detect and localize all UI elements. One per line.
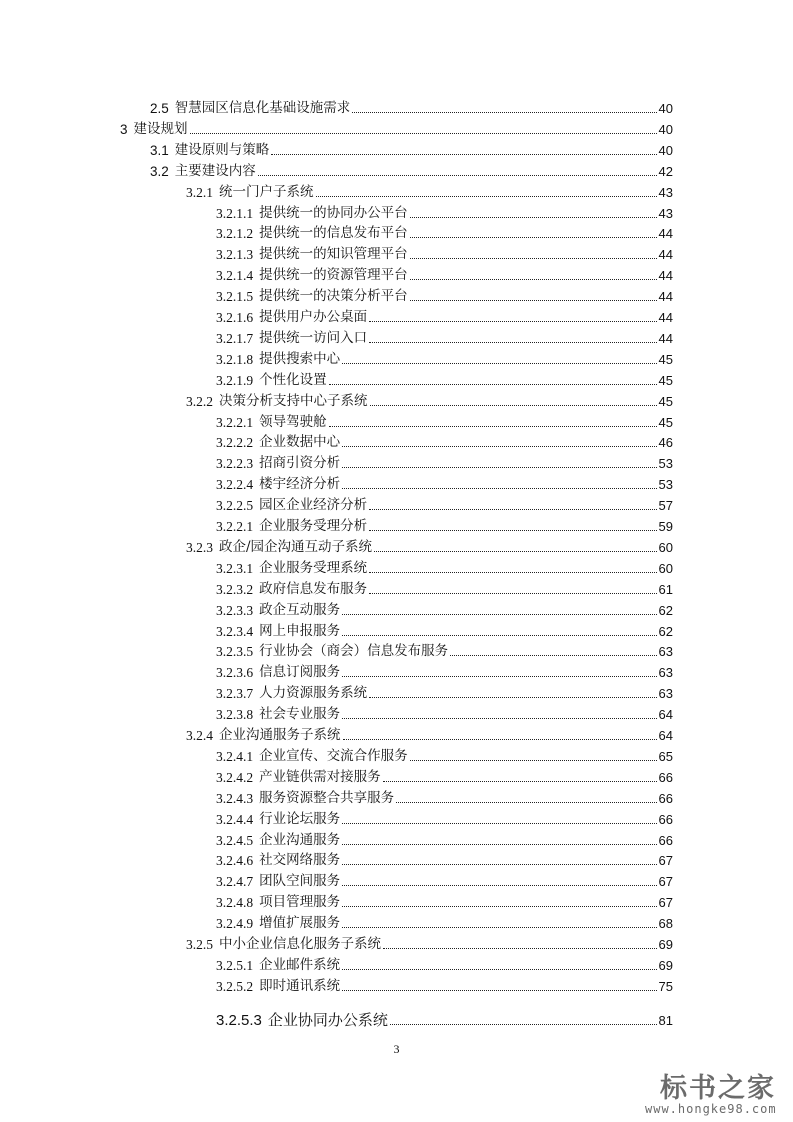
toc-entry-page: 66 bbox=[658, 790, 673, 806]
toc-entry-page: 44 bbox=[658, 247, 673, 263]
toc-entry[interactable] bbox=[216, 681, 673, 702]
toc-entry-title: 统一门户子系统 bbox=[219, 183, 314, 200]
toc-entry-page: 81 bbox=[658, 1012, 673, 1028]
toc-dot-leader bbox=[342, 822, 656, 824]
toc-entry[interactable] bbox=[216, 744, 673, 765]
toc-entry-number: 3.2.3.4 bbox=[216, 623, 254, 639]
toc-dot-leader bbox=[342, 634, 656, 636]
toc-entry[interactable] bbox=[216, 598, 673, 619]
toc-entry[interactable] bbox=[186, 180, 673, 201]
toc-entry-number: 3.2.2.5 bbox=[216, 498, 254, 514]
toc-entry-number: 3.2.1.6 bbox=[216, 310, 254, 325]
toc-entry-title: 提供搜索中心 bbox=[259, 350, 341, 367]
toc-entry-title: 提供统一的知识管理平台 bbox=[259, 246, 408, 263]
toc-dot-leader bbox=[342, 487, 656, 489]
toc-entry-title: 提供统一的协同办公平台 bbox=[259, 204, 408, 221]
toc-entry-page: 65 bbox=[658, 748, 673, 764]
toc-entry[interactable] bbox=[216, 953, 673, 974]
toc-entry-page: 40 bbox=[658, 101, 673, 116]
toc-entry-title: 即时通讯系统 bbox=[259, 977, 341, 994]
toc-entry-page: 44 bbox=[658, 310, 673, 325]
toc-entry[interactable] bbox=[216, 556, 673, 577]
toc-entry-title: 决策分析支持中心子系统 bbox=[219, 392, 368, 409]
toc-dot-leader bbox=[342, 884, 656, 886]
toc-entry-title: 企业沟通服务 bbox=[259, 831, 341, 848]
toc-entry-number: 3.2.3.1 bbox=[216, 560, 254, 576]
page-number: 3 bbox=[393, 1042, 400, 1056]
toc-entry[interactable] bbox=[216, 284, 673, 305]
toc-entry-number: 3.2.2 bbox=[186, 393, 213, 409]
toc-entry-title: 招商引资分析 bbox=[259, 455, 341, 472]
toc-entry-page: 44 bbox=[658, 330, 673, 346]
toc-entry-number: 3.2.1.5 bbox=[216, 289, 254, 305]
toc-dot-leader bbox=[410, 236, 657, 238]
toc-entry-page: 69 bbox=[658, 937, 673, 952]
toc-entry-number: 3.2.4.7 bbox=[216, 874, 254, 890]
toc-entry-title: 中小企业信息化服务子系统 bbox=[219, 936, 381, 952]
toc-entry[interactable] bbox=[216, 786, 673, 807]
toc-dot-leader bbox=[369, 592, 656, 594]
toc-dot-leader bbox=[369, 320, 656, 322]
toc-dot-leader bbox=[410, 759, 657, 761]
toc-entry-number: 3.2.4.6 bbox=[216, 853, 254, 869]
toc-entry-number: 3.2.5.2 bbox=[216, 978, 254, 994]
toc-dot-leader bbox=[342, 926, 656, 928]
toc-entry-title: 团队空间服务 bbox=[259, 873, 341, 890]
toc-dot-leader bbox=[369, 571, 656, 573]
toc-dot-leader bbox=[342, 717, 656, 719]
toc-entry-title: 园区企业经济分析 bbox=[259, 497, 368, 514]
toc-entry-number: 3.2.1.1 bbox=[216, 205, 254, 221]
toc-entry-page: 40 bbox=[658, 121, 673, 137]
toc-dot-leader bbox=[383, 780, 657, 782]
toc-entry-page: 53 bbox=[658, 477, 673, 493]
toc-entry-number: 3.2.4.8 bbox=[216, 895, 254, 911]
toc-dot-leader bbox=[258, 174, 657, 176]
toc-entry-page: 42 bbox=[658, 163, 673, 179]
toc-entry-page: 44 bbox=[658, 268, 673, 284]
toc-entry-number: 3.2.4.4 bbox=[216, 811, 254, 827]
toc-entry[interactable] bbox=[216, 263, 673, 284]
toc-entry-page: 45 bbox=[658, 351, 673, 367]
toc-dot-leader bbox=[370, 404, 657, 406]
toc-entry-number: 3.2.1.9 bbox=[216, 372, 254, 388]
toc-dot-leader bbox=[342, 843, 656, 845]
toc-entry-number: 2.5 bbox=[150, 101, 169, 116]
toc-entry-number: 3.2.3.8 bbox=[216, 707, 254, 723]
toc-entry-number: 3.2.3.3 bbox=[216, 602, 254, 618]
toc-entry-title: 提供用户办公桌面 bbox=[259, 309, 368, 325]
toc-entry-title: 社会专业服务 bbox=[259, 706, 341, 723]
toc-dot-leader bbox=[369, 696, 656, 698]
toc-entry-title: 服务资源整合共享服务 bbox=[259, 789, 395, 806]
toc-entry-page: 60 bbox=[658, 560, 673, 576]
toc-entry[interactable] bbox=[216, 869, 673, 890]
toc-entry-title: 企业协同办公系统 bbox=[267, 1011, 388, 1029]
toc-entry-title: 政企/园企沟通互动子系统 bbox=[219, 538, 373, 555]
toc-dot-leader bbox=[383, 947, 657, 949]
toc-entry-title: 企业数据中心 bbox=[259, 434, 341, 451]
toc-entry[interactable] bbox=[216, 305, 673, 326]
toc-entry-number: 3.2.4.3 bbox=[216, 790, 254, 806]
toc-dot-leader bbox=[329, 425, 657, 427]
toc-dot-leader bbox=[410, 278, 657, 280]
toc-dot-leader bbox=[342, 466, 656, 468]
toc-entry[interactable] bbox=[216, 702, 673, 723]
toc-entry-number: 3.2.4.5 bbox=[216, 832, 254, 848]
toc-entry-page: 45 bbox=[658, 393, 673, 409]
toc-entry-title: 企业宣传、交流合作服务 bbox=[259, 747, 408, 764]
toc-entry[interactable] bbox=[216, 430, 673, 451]
toc-entry[interactable] bbox=[216, 807, 673, 828]
toc-dot-leader bbox=[342, 445, 656, 447]
toc-entry-number: 3.2.2.1 bbox=[216, 519, 254, 534]
toc-entry-number: 3.2 bbox=[150, 163, 169, 179]
toc-entry[interactable] bbox=[216, 493, 673, 514]
toc-entry-number: 3.2.2.4 bbox=[216, 477, 254, 493]
toc-entry-number: 3.2.5.3 bbox=[216, 1011, 262, 1029]
toc-entry[interactable] bbox=[216, 201, 673, 222]
toc-entry-page: 63 bbox=[658, 644, 673, 660]
toc-entry[interactable] bbox=[216, 828, 673, 849]
toc-entry-page: 68 bbox=[658, 916, 673, 932]
toc-entry-title: 提供统一的资源管理平台 bbox=[259, 267, 408, 284]
toc-dot-leader bbox=[342, 362, 656, 364]
toc-entry-title: 行业论坛服务 bbox=[259, 810, 341, 827]
toc-entry[interactable] bbox=[216, 639, 673, 660]
toc-entry-number: 3.2.4 bbox=[186, 728, 213, 743]
toc-entry[interactable] bbox=[216, 347, 673, 368]
toc-entry[interactable] bbox=[150, 138, 673, 159]
toc-entry-page: 66 bbox=[658, 769, 673, 785]
toc-entry-number: 3.2.1.4 bbox=[216, 268, 254, 284]
toc-entry-number: 3 bbox=[120, 121, 128, 137]
toc-dot-leader bbox=[190, 132, 657, 134]
toc-dot-leader bbox=[396, 801, 656, 803]
toc-entry-title: 人力资源服务系统 bbox=[259, 685, 368, 702]
toc-entry-number: 3.2.4.1 bbox=[216, 748, 254, 764]
toc-entry-page: 67 bbox=[658, 853, 673, 869]
toc-entry-page: 66 bbox=[658, 811, 673, 827]
toc-entry-title: 社交网络服务 bbox=[259, 852, 341, 869]
toc-entry-page: 53 bbox=[658, 456, 673, 472]
toc-entry-title: 智慧园区信息化基础设施需求 bbox=[174, 100, 351, 116]
toc-dot-leader bbox=[410, 299, 657, 301]
toc-entry-number: 3.2.4.9 bbox=[216, 916, 254, 932]
toc-entry-number: 3.2.3.2 bbox=[216, 581, 254, 597]
toc-entry-page: 66 bbox=[658, 832, 673, 848]
toc-entry[interactable] bbox=[186, 389, 673, 410]
toc-entry-page: 45 bbox=[658, 372, 673, 388]
toc-entry[interactable] bbox=[216, 577, 673, 598]
toc-entry[interactable] bbox=[216, 368, 673, 389]
toc-entry-title: 项目管理服务 bbox=[259, 894, 341, 911]
toc-dot-leader bbox=[342, 613, 656, 615]
toc-dot-leader bbox=[342, 675, 656, 677]
toc-entry[interactable] bbox=[216, 410, 673, 431]
toc-entry-page: 75 bbox=[658, 978, 673, 994]
toc-entry-page: 43 bbox=[658, 205, 673, 221]
toc-entry-title: 主要建设内容 bbox=[174, 162, 256, 179]
toc-dot-leader bbox=[352, 111, 656, 113]
toc-entry[interactable] bbox=[150, 159, 673, 180]
toc-entry-title: 信息订阅服务 bbox=[259, 664, 341, 681]
toc-entry[interactable] bbox=[216, 765, 673, 786]
toc-dot-leader bbox=[271, 153, 656, 155]
toc-entry-number: 3.2.4.2 bbox=[216, 769, 254, 785]
toc-entry[interactable] bbox=[216, 242, 673, 263]
toc-entry[interactable] bbox=[186, 723, 673, 744]
toc-entry-page: 44 bbox=[658, 289, 673, 305]
toc-entry-number: 3.2.1.8 bbox=[216, 351, 254, 367]
toc-dot-leader bbox=[410, 257, 657, 259]
toc-entry[interactable] bbox=[216, 451, 673, 472]
toc-entry-title: 政企互动服务 bbox=[259, 601, 341, 618]
toc-entry[interactable] bbox=[216, 619, 673, 640]
toc-entry-number: 3.2.2.2 bbox=[216, 435, 254, 451]
toc-entry[interactable] bbox=[216, 472, 673, 493]
toc-entry-title: 网上申报服务 bbox=[259, 622, 341, 639]
toc-entry-page: 57 bbox=[658, 498, 673, 514]
toc-entry[interactable] bbox=[186, 932, 673, 953]
toc-entry[interactable] bbox=[186, 535, 673, 556]
toc-entry-page: 67 bbox=[658, 895, 673, 911]
toc-entry-page: 60 bbox=[658, 539, 673, 555]
watermark-logo: 标书之家 bbox=[660, 1073, 776, 1104]
toc-dot-leader bbox=[369, 508, 656, 510]
toc-entry-number: 3.2.2.1 bbox=[216, 414, 254, 430]
toc-entry[interactable] bbox=[216, 974, 673, 995]
toc-entry-title: 提供统一的决策分析平台 bbox=[259, 288, 408, 305]
toc-entry-page: 62 bbox=[658, 623, 673, 639]
toc-entry-title: 增值扩展服务 bbox=[259, 915, 341, 932]
toc-dot-leader bbox=[342, 968, 656, 970]
toc-entry-title: 企业服务受理系统 bbox=[259, 559, 368, 576]
toc-entry-page: 43 bbox=[658, 184, 673, 200]
toc-entry[interactable] bbox=[216, 660, 673, 681]
toc-entry-number: 3.2.3.7 bbox=[216, 686, 254, 702]
toc-entry-page: 59 bbox=[658, 519, 673, 534]
toc-entry[interactable] bbox=[216, 890, 673, 911]
toc-entry-title: 个性化设置 bbox=[259, 371, 327, 388]
toc-entry[interactable] bbox=[216, 1008, 673, 1029]
toc-entry[interactable] bbox=[216, 514, 673, 535]
toc-entry-page: 64 bbox=[658, 707, 673, 723]
toc-entry-number: 3.2.2.3 bbox=[216, 456, 254, 472]
toc-dot-leader bbox=[342, 989, 656, 991]
toc-entry-page: 62 bbox=[658, 602, 673, 618]
toc-dot-leader bbox=[369, 341, 656, 343]
toc-entry-number: 3.1 bbox=[150, 142, 169, 158]
toc-entry-page: 63 bbox=[658, 665, 673, 681]
toc-dot-leader bbox=[374, 550, 656, 552]
toc-entry[interactable] bbox=[150, 96, 673, 117]
toc-entry-title: 提供统一的信息发布平台 bbox=[259, 225, 408, 242]
toc-dot-leader bbox=[390, 1023, 657, 1025]
toc-entry[interactable] bbox=[120, 117, 673, 138]
toc-dot-leader bbox=[316, 195, 657, 197]
toc-entry-page: 40 bbox=[658, 142, 673, 158]
toc-entry-page: 63 bbox=[658, 686, 673, 702]
toc-entry-page: 45 bbox=[658, 414, 673, 430]
toc-dot-leader bbox=[410, 216, 657, 218]
toc-entry-title: 企业沟通服务子系统 bbox=[219, 727, 341, 743]
toc-entry[interactable] bbox=[216, 911, 673, 932]
toc-entry[interactable] bbox=[216, 221, 673, 242]
toc-entry-page: 67 bbox=[658, 874, 673, 890]
toc-entry-title: 楼宇经济分析 bbox=[259, 476, 341, 493]
toc-entry-page: 61 bbox=[658, 581, 673, 597]
toc-entry-number: 3.2.3 bbox=[186, 539, 213, 555]
toc-entry-number: 3.2.3.6 bbox=[216, 665, 254, 681]
toc-entry[interactable] bbox=[216, 848, 673, 869]
toc-entry-title: 领导驾驶舱 bbox=[259, 413, 327, 430]
toc-entry-title: 提供统一访问入口 bbox=[259, 329, 368, 346]
toc-dot-leader bbox=[342, 863, 656, 865]
toc-entry-number: 3.2.5 bbox=[186, 937, 213, 952]
watermark-url: www.hongke98.com bbox=[645, 1102, 777, 1116]
toc-dot-leader bbox=[369, 529, 656, 531]
toc-entry-number: 3.2.1.3 bbox=[216, 247, 254, 263]
toc-entry-title: 产业链供需对接服务 bbox=[259, 768, 381, 785]
toc-dot-leader bbox=[450, 654, 656, 656]
toc-entry-title: 企业服务受理分析 bbox=[259, 518, 368, 534]
toc-entry-page: 44 bbox=[658, 226, 673, 242]
toc-entry-number: 3.2.1.2 bbox=[216, 226, 254, 242]
toc-entry-page: 64 bbox=[658, 728, 673, 743]
toc-dot-leader bbox=[342, 905, 656, 907]
toc-dot-leader bbox=[329, 383, 657, 385]
toc-entry-title: 政府信息发布服务 bbox=[259, 580, 368, 597]
toc-entry-number: 3.2.3.5 bbox=[216, 644, 254, 660]
toc-entry-number: 3.2.1.7 bbox=[216, 330, 254, 346]
toc-entry-page: 46 bbox=[658, 435, 673, 451]
toc-entry-title: 建设原则与策略 bbox=[174, 141, 270, 158]
toc-entry-title: 企业邮件系统 bbox=[259, 956, 341, 973]
toc-entry-title: 行业协会（商会）信息发布服务 bbox=[259, 643, 449, 660]
toc-entry[interactable] bbox=[216, 326, 673, 347]
toc-dot-leader bbox=[343, 738, 657, 740]
toc-entry-title: 建设规划 bbox=[133, 120, 188, 137]
toc-entry-number: 3.2.1 bbox=[186, 184, 213, 200]
toc-entry-number: 3.2.5.1 bbox=[216, 957, 254, 973]
toc-entry-page: 69 bbox=[658, 957, 673, 973]
